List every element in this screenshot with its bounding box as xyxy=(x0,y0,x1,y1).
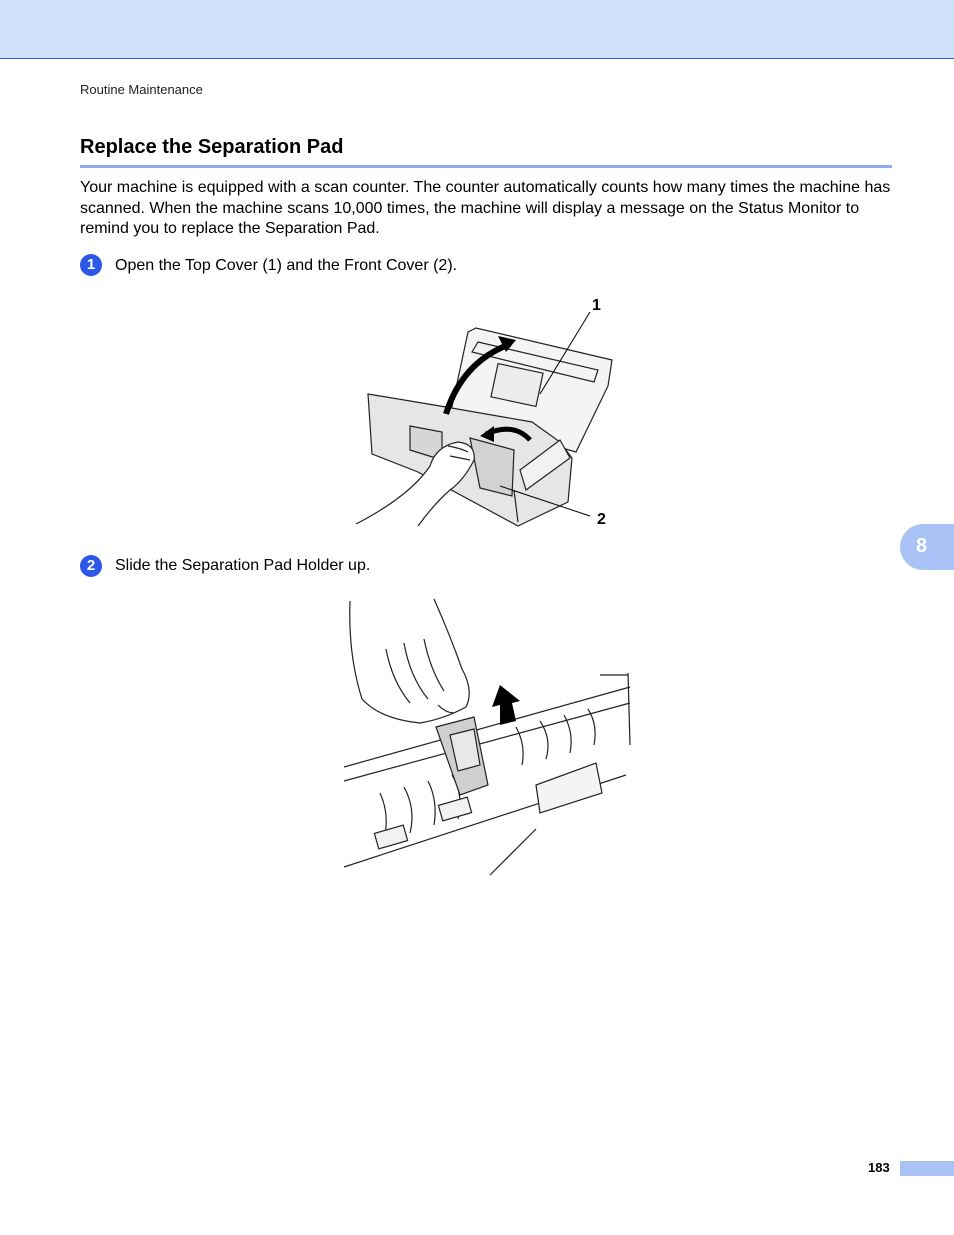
page-number: 183 xyxy=(868,1160,890,1175)
chapter-tab xyxy=(900,524,954,570)
footer-bar xyxy=(900,1161,954,1176)
header-band xyxy=(0,0,954,59)
intro-paragraph: Your machine is equipped with a scan counter. The counter automatically counts how many times the machine has scanned. When the machine scans 10,000 times, the machine will display a message on the Status Monitor to remind you to replace the Separation Pad. xyxy=(80,179,891,237)
running-header: Routine Maintenance xyxy=(80,82,203,97)
step-number-2: 2 xyxy=(80,555,102,577)
callout-1: 1 xyxy=(592,297,601,314)
title-rule xyxy=(80,165,892,168)
callout-2: 2 xyxy=(597,511,606,528)
chapter-number: 8 xyxy=(916,535,928,557)
step-text-2: Slide the Separation Pad Holder up. xyxy=(115,557,371,574)
separation-pad-holder-illustration xyxy=(340,595,632,880)
step-text-1: Open the Top Cover (1) and the Front Cover (2). xyxy=(115,257,458,274)
step-number-1: 1 xyxy=(80,254,102,276)
scanner-open-covers-illustration xyxy=(350,290,620,535)
section-title: Replace the Separation Pad xyxy=(80,136,344,158)
